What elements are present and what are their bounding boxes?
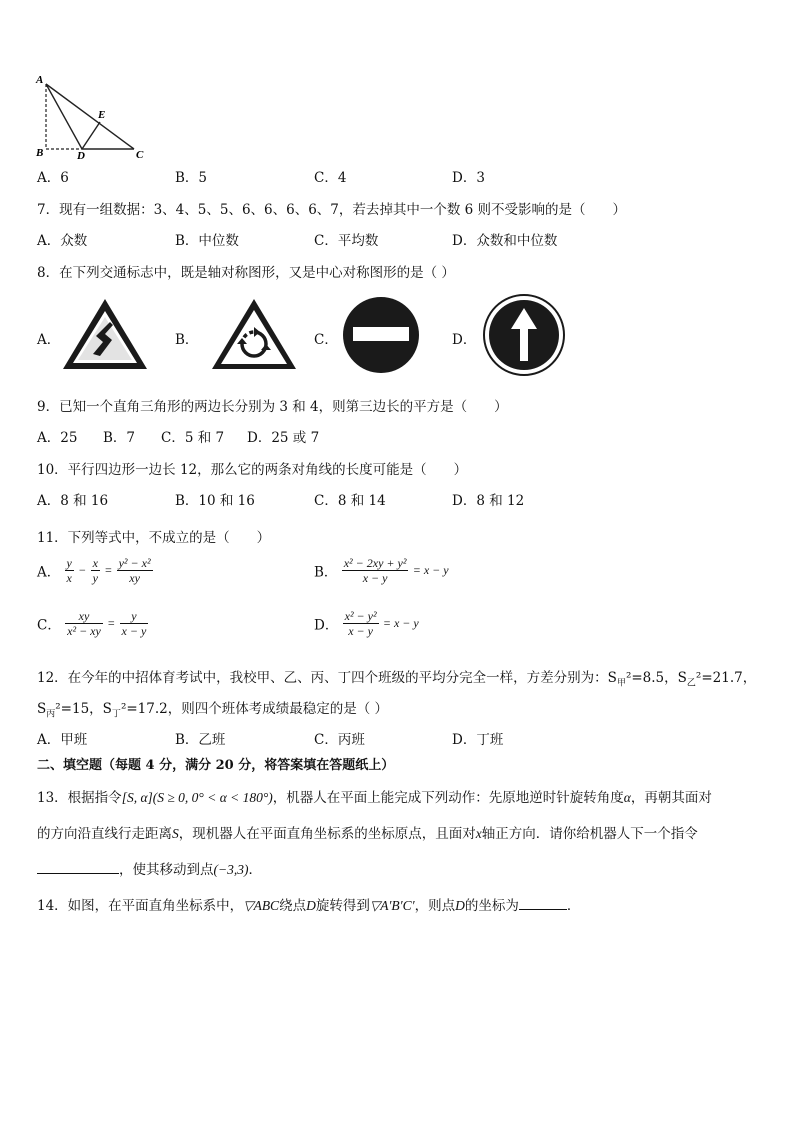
q6-option-b: B．5 — [175, 170, 208, 186]
q10-option-c: C．8 和 14 — [314, 493, 386, 509]
q14-stem: 14．如图，在平面直角坐标系中，▽ABC绕点D旋转得到▽A′B′C′，则点D的坐标为 ． — [37, 898, 581, 914]
q7-option-c: C．平均数 — [314, 233, 379, 249]
q10-option-b: B．10 和 16 — [175, 493, 255, 509]
q12-option-d: D．丁班 — [452, 732, 504, 748]
q11-option-c: C． $\frac{xy}{\text{x² − xy}}$ = $\frac{y}{x - y}$ — [37, 609, 147, 638]
double-bend-sign-icon — [60, 296, 150, 372]
label-e: E — [98, 109, 106, 121]
q7-option-a: A．众数 — [37, 233, 88, 249]
no-entry-sign-icon — [340, 294, 422, 376]
q12-line2: $S_丙^2=15$，$S_丁^2=17.2$，则四个班体考成绩最稳定的是（ ） — [37, 701, 389, 720]
q8-stem: 8．在下列交通标志中，既是轴对称图形，又是中心对称图形的是（ ） — [37, 265, 455, 281]
q10-option-a: A．8 和 16 — [37, 493, 109, 509]
triangle-figure — [34, 72, 154, 162]
straight-ahead-sign-icon — [482, 293, 566, 377]
q13-line2: 的方向沿直线行走距离S，现机器人在平面直角坐标系的坐标原点，且面对x轴正方向．请你给机器人下一个指令 — [37, 826, 698, 842]
label-a: A — [36, 74, 44, 86]
roundabout-sign-icon — [209, 296, 299, 372]
q7-option-d: D．众数和中位数 — [452, 233, 558, 249]
q10-option-d: D．8 和 12 — [452, 493, 525, 509]
label-c: C — [136, 149, 144, 161]
q11-stem: 11．下列等式中，不成立的是（ ） — [37, 530, 271, 546]
q10-stem: 10．平行四边形一边长 12，那么它的两条对角线的长度可能是（ ） — [37, 462, 468, 478]
q8-label-b: B． — [175, 332, 199, 348]
q8-label-c: C． — [314, 332, 338, 348]
q13-line3: ，使其移动到点(−3,3)． — [37, 858, 262, 878]
q7-stem: 7．现有一组数据：3、4、5、5、6、6、6、6、7，若去掉其中一个数 6 则不受影响的是（ ） — [37, 202, 627, 218]
q12-line1: 12．在今年的中招体育考试中，我校甲、乙、丙、丁四个班级的平均分完全一样，方差分别为：$S_甲^2=8.5$，$S_乙^2=21.7$， — [37, 670, 757, 689]
q9-option-b: B．7 — [103, 430, 136, 446]
q8-label-d: D． — [452, 332, 477, 348]
q6-option-a: A．6 — [37, 170, 69, 186]
q9-option-a: A．25 — [37, 430, 78, 446]
section-title: 二、填空题（每题 4 分，满分 20 分，将答案填在答题纸上） — [37, 758, 395, 773]
q13-line1: 13．根据指令[S, α](S ≥ 0, 0° < α < 180°)，机器人在平面上能完成下列动作：先原地逆时针旋转角度α，再朝其面对 — [37, 790, 712, 806]
q6-option-d: D．3 — [452, 170, 485, 186]
label-b: B — [36, 147, 44, 159]
q9-option-d: D．25 或 7 — [247, 430, 320, 446]
q12-option-a: A．甲班 — [37, 732, 88, 748]
q11-option-b: B． $\frac{\text{x² − 2xy + y²}}{x - y}$ = x − y — [314, 556, 449, 585]
q11-option-d: D． $\frac{\text{x² − y²}}{x - y}$ = x − y — [314, 609, 419, 638]
q12-option-c: C．丙班 — [314, 732, 365, 748]
q9-stem: 9．已知一个直角三角形的两边长分别为 3 和 4，则第三边长的平方是（ ） — [37, 399, 508, 415]
q7-option-b: B．中位数 — [175, 233, 239, 249]
q9-option-c: C．5 和 7 — [161, 430, 225, 446]
q11-option-a: A． $\frac{y}{x}$ − $\frac{x}{y}$ = $\frac{\text{y² − x²}}{xy}$ — [37, 556, 151, 585]
q8-label-a: A． — [37, 332, 61, 348]
label-d: D — [77, 150, 85, 162]
q6-option-c: C．4 — [314, 170, 347, 186]
answer-blank — [37, 873, 119, 874]
q12-option-b: B．乙班 — [175, 732, 226, 748]
answer-blank — [519, 909, 567, 910]
